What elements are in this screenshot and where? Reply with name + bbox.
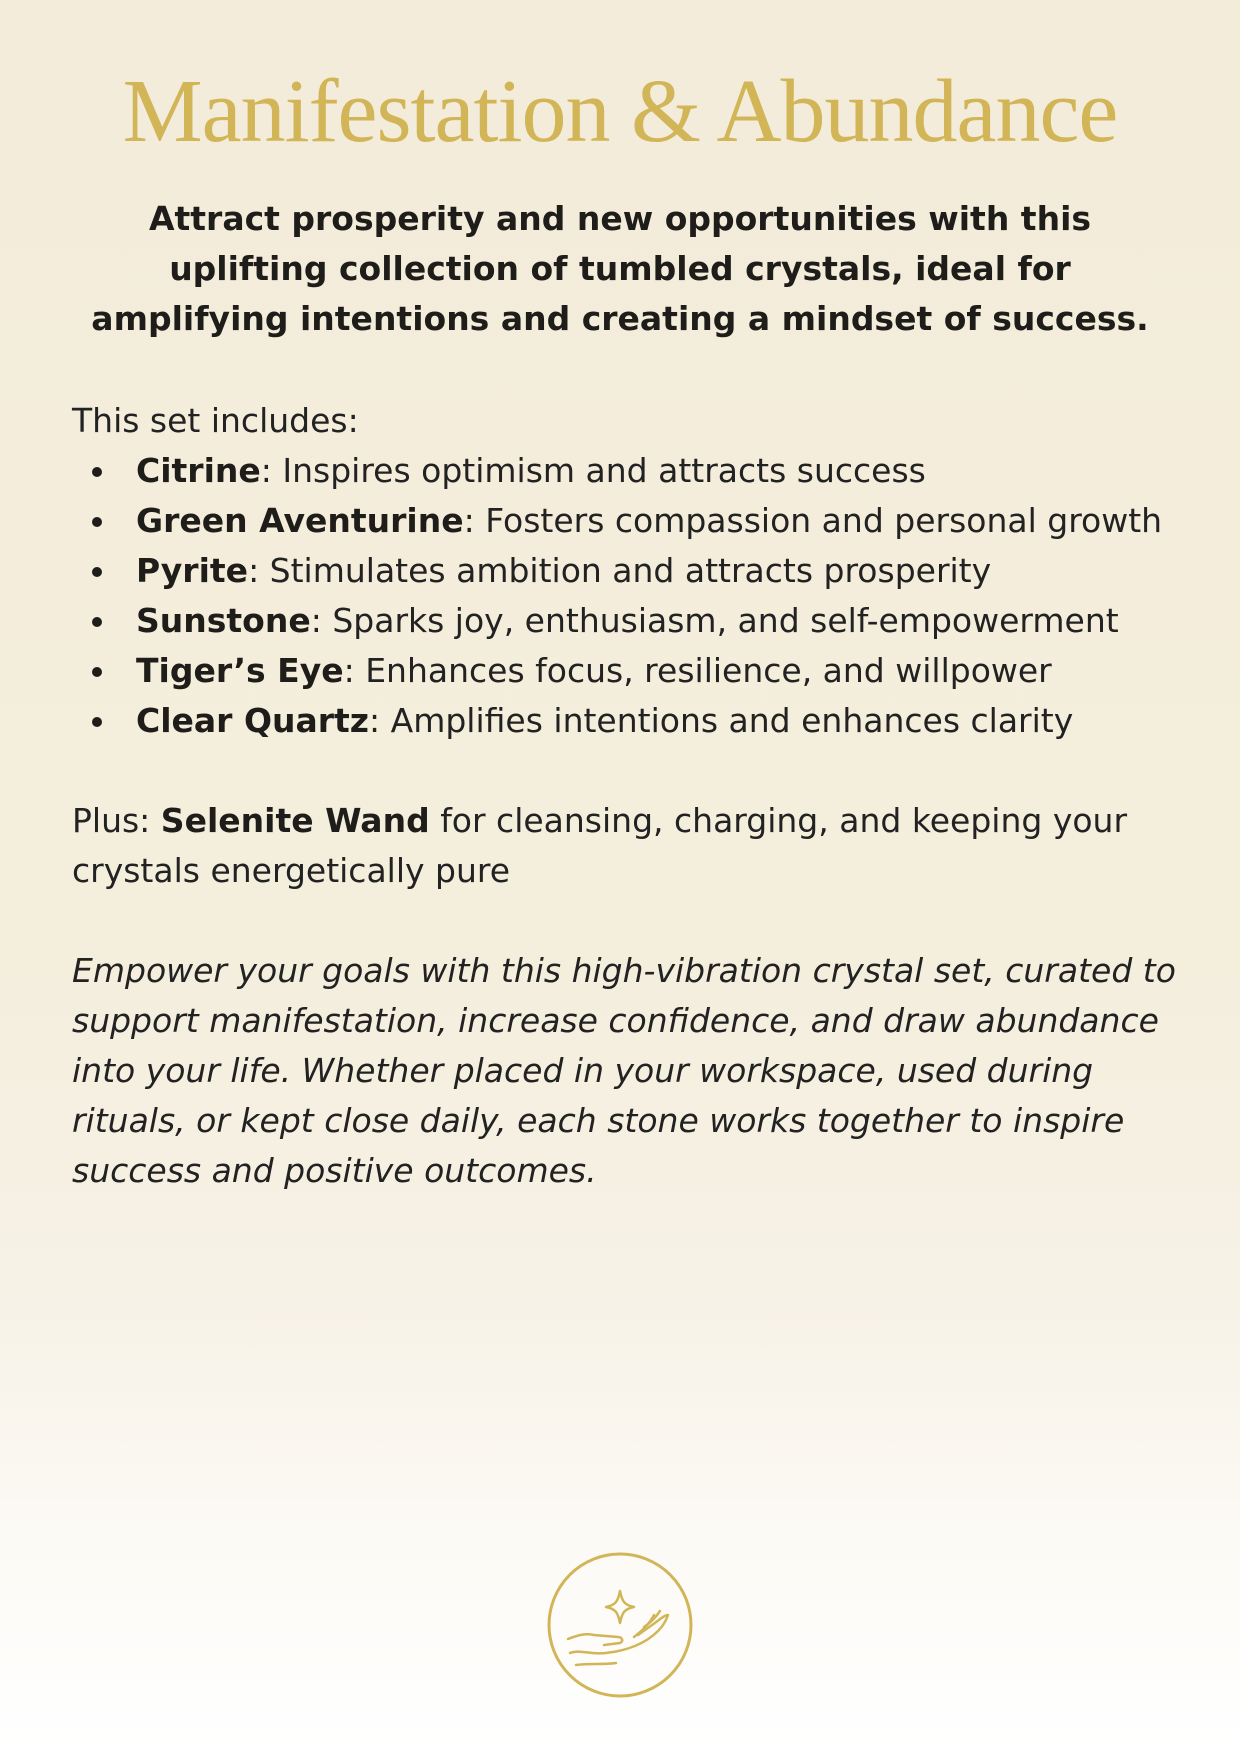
crystal-description: : Stimulates ambition and attracts prosperity (248, 551, 992, 590)
crystal-name: Tiger’s Eye (136, 651, 344, 690)
bullet-icon (92, 617, 102, 627)
crystal-description: : Fosters compassion and personal growth (463, 501, 1163, 540)
crystal-description: : Enhances focus, resilience, and willpower (343, 651, 1052, 690)
crystal-name: Sunstone (136, 601, 311, 640)
plus-text (72, 796, 1182, 896)
closing-section (72, 946, 1182, 1196)
crystal-list (72, 446, 1182, 746)
bullet-icon (92, 667, 102, 677)
list-item (72, 446, 1182, 496)
list-item (72, 596, 1182, 646)
crystal-name: Pyrite (136, 551, 249, 590)
intro-text: Attract prosperity and new opportunities with this uplifting collection of tumbled crystals, ideal for amplifying intentions and creating a mindset of success. (91, 199, 1149, 338)
crystal-description: : Inspires optimism and attracts success (260, 451, 926, 490)
crystal-name: Clear Quartz (136, 701, 370, 740)
list-item (72, 496, 1182, 546)
plus-section (72, 796, 1182, 896)
crystal-description: : Sparks joy, enthusiasm, and self-empowerment (310, 601, 1119, 640)
plus-description: for cleansing, charging, and keeping your crystals energetically pure (72, 801, 1128, 890)
includes-heading: This set includes: (72, 401, 359, 440)
bullet-icon (92, 517, 102, 527)
crystal-description: : Amplifies intentions and enhances clarity (369, 701, 1074, 740)
list-item (72, 646, 1182, 696)
closing-text: Empower your goals with this high-vibration crystal set, curated to support manifestation, increase confidence, and draw abundance into your life. Whether placed in your workspace, used during rituals, or kept close daily, each stone works together to inspire success and positive outcomes. (72, 951, 1176, 1190)
bullet-icon (92, 567, 102, 577)
bullet-icon (92, 467, 102, 477)
page-title: Manifestation & Abundance (122, 62, 1118, 161)
crystal-name: Citrine (136, 451, 261, 490)
hand-with-sparkle-icon (546, 1551, 694, 1699)
plus-item: Selenite Wand (160, 801, 430, 840)
plus-prefix: Plus: (72, 801, 161, 840)
crystal-name: Green Aventurine (136, 501, 464, 540)
bullet-icon (92, 717, 102, 727)
list-item (72, 546, 1182, 596)
list-item (72, 696, 1182, 746)
includes-section (72, 396, 1182, 746)
